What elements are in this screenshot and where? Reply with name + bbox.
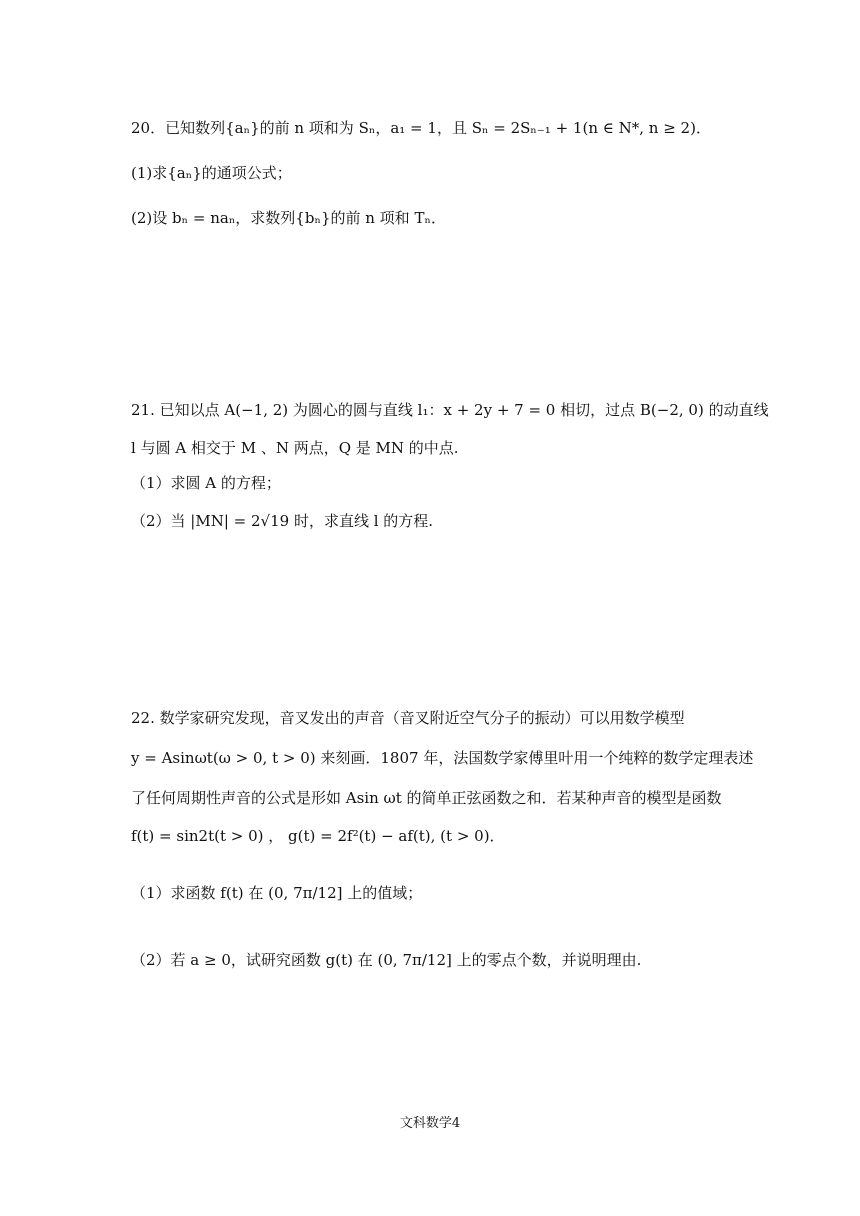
q21-part2: （2）当 |MN| = 2√19 时，求直线 l 的方程. — [131, 512, 434, 530]
q22-stem-line4: f(t) = sin2t(t > 0) ， g(t) = 2f²(t) − af(t), (t > 0)． — [131, 827, 505, 845]
q21-stem-line1: 21. 已知以点 A(−1, 2) 为圆心的圆与直线 l₁：x + 2y + 7 = 0 相切，过点 B(−2, 0) 的动直线 — [131, 401, 769, 419]
q21-stem-line2: l 与圆 A 相交于 M 、N 两点，Q 是 MN 的中点. — [131, 439, 459, 457]
page-footer: 文科数学4 — [399, 1116, 461, 1131]
q22-stem-line3: 了任何周期性声音的公式是形如 Asin ωt 的简单正弦函数之和．若某种声音的模型是函数 — [131, 789, 722, 807]
q22-stem-line2: y = Asinωt(ω > 0, t > 0) 来刻画．1807 年，法国数学家傅里叶用一个纯粹的数学定理表述 — [131, 749, 754, 767]
q20-part2: (2)设 bₙ = naₙ，求数列{bₙ}的前 n 项和 Tₙ． — [131, 209, 446, 227]
q22-part2: （2）若 a ≥ 0，试研究函数 g(t) 在 (0, 7π/12] 上的零点个数，并说明理由. — [131, 951, 642, 969]
q21-part1: （1）求圆 A 的方程； — [131, 474, 281, 492]
q20-part1: (1)求{aₙ}的通项公式； — [131, 164, 292, 182]
q22-part1: （1）求函数 f(t) 在 (0, 7π/12] 上的值域； — [131, 884, 423, 902]
q20-stem: 20．已知数列{aₙ}的前 n 项和为 Sₙ，a₁ = 1，且 Sₙ = 2Sₙ₋₁ + 1(n ∈ N*, n ≥ 2)． — [131, 119, 711, 137]
q22-stem-line1: 22. 数学家研究发现，音叉发出的声音（音叉附近空气分子的振动）可以用数学模型 — [131, 709, 685, 727]
